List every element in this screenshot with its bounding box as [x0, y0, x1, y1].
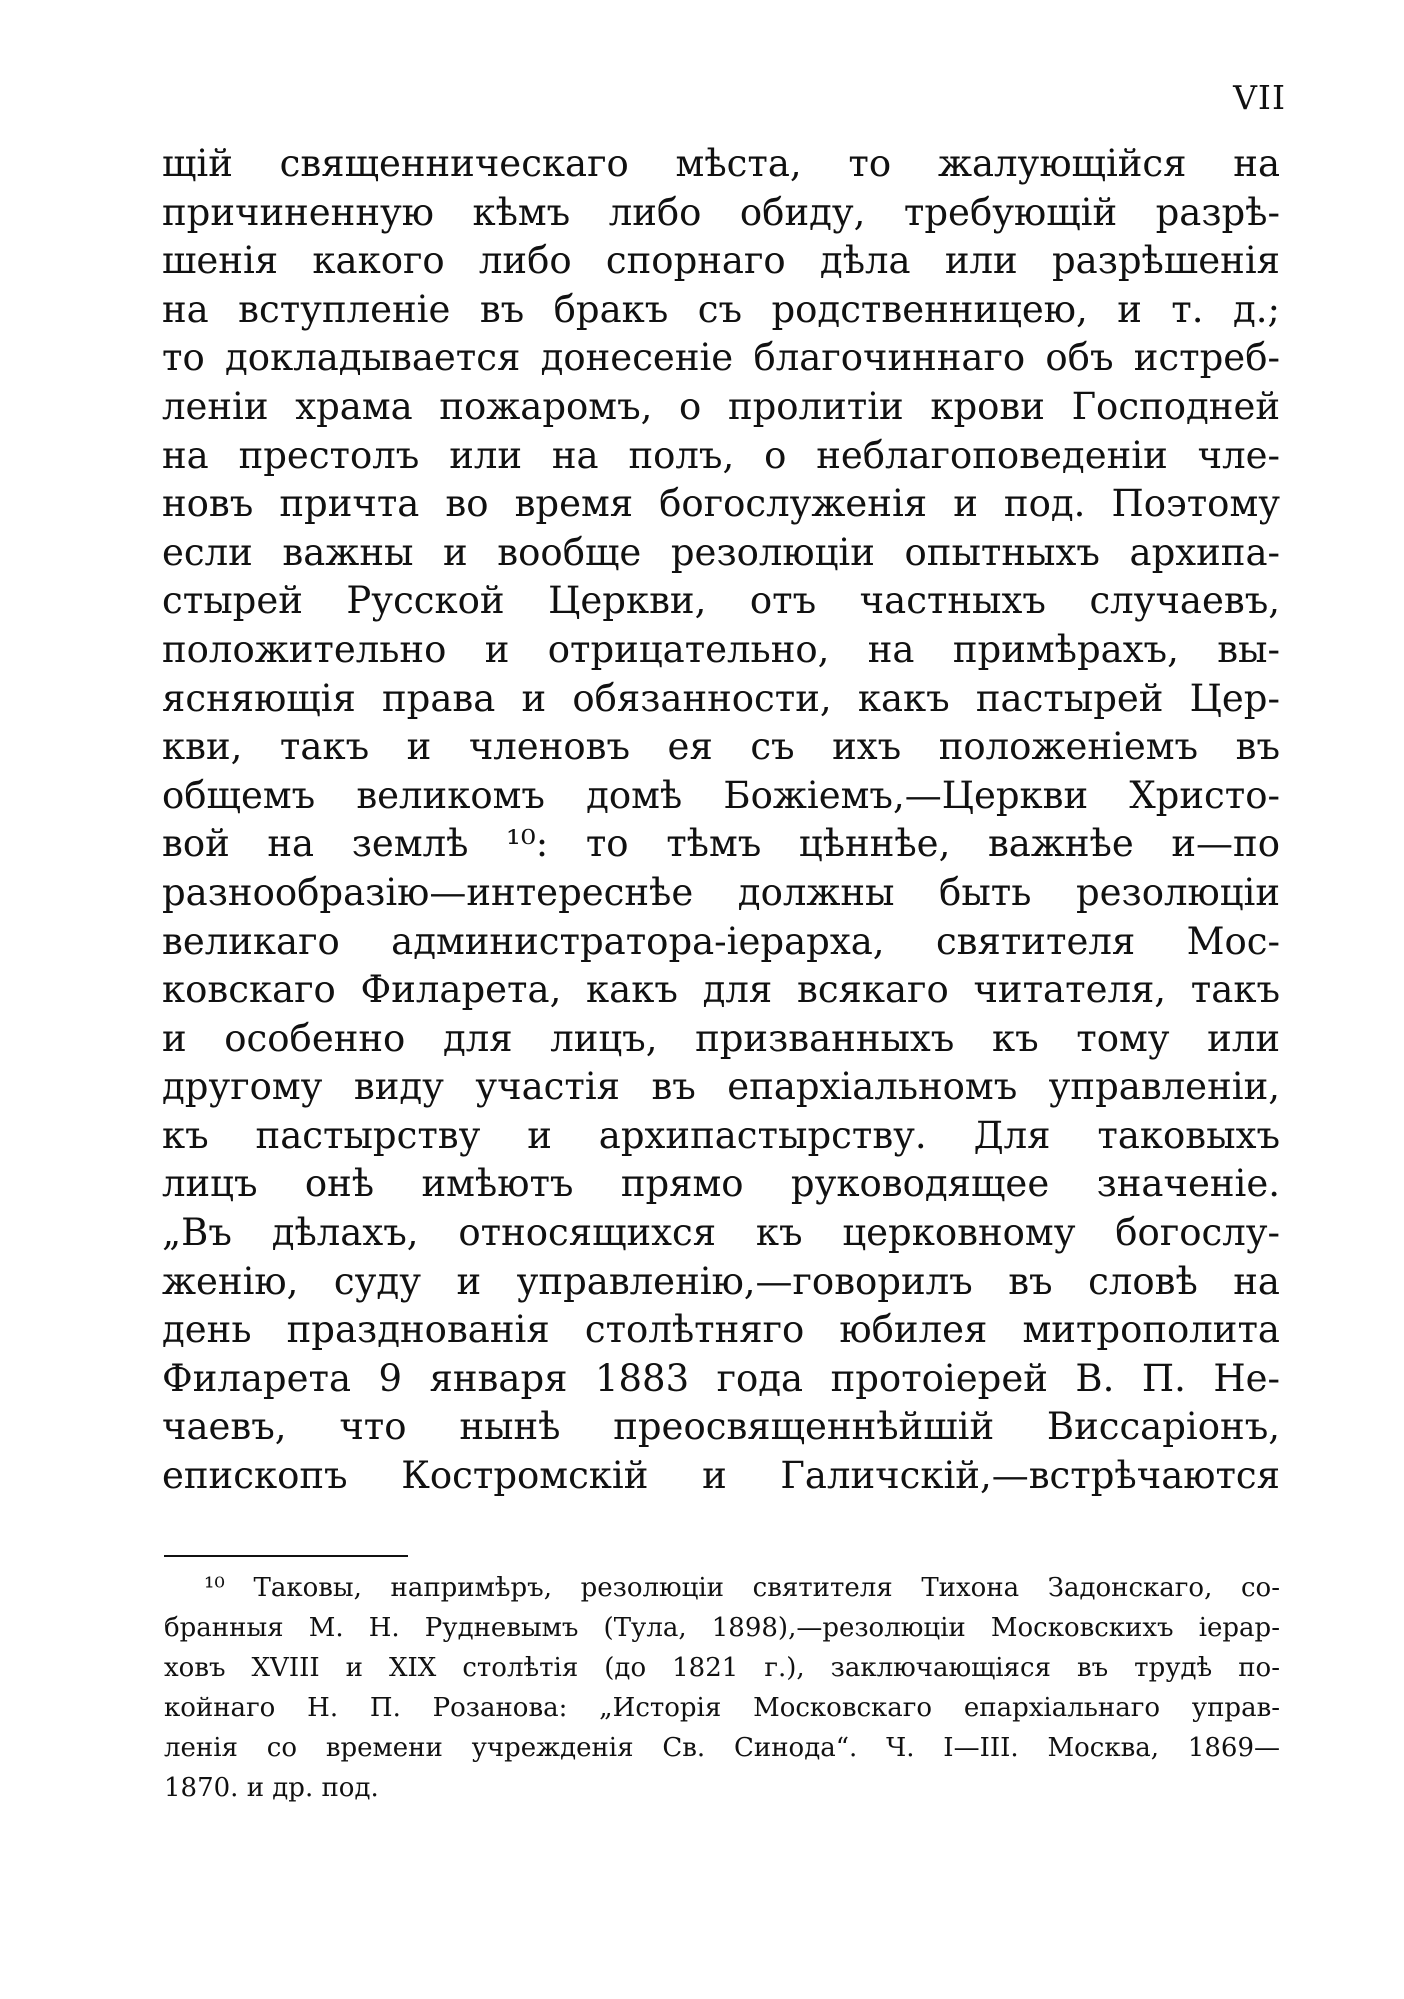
body-line: причиненную кѣмъ либо обиду, требующій разрѣ-	[162, 190, 1280, 234]
body-line: епископъ Костромскій и Галичскій,—встрѣчаются	[162, 1454, 1280, 1498]
footnote	[164, 1568, 1280, 1808]
body-line: къ пастырству и архипастырству. Для таковыхъ	[162, 1113, 1280, 1157]
body-line: чаевъ, что нынѣ преосвященнѣйшій Виссаріонъ,	[162, 1405, 1280, 1449]
footnote-divider	[164, 1555, 408, 1557]
body-line: шенія какого либо спорнаго дѣла или разрѣшенія	[162, 239, 1280, 283]
body-line: лицъ онѣ имѣютъ прямо руководящее значеніе.	[162, 1162, 1280, 1206]
body-line: великаго администратора-іерарха, святителя Мос-	[162, 919, 1280, 963]
body-line: день празднованія столѣтняго юбилея митрополита	[162, 1308, 1280, 1352]
body-line: ясняющія права и обязанности, какъ пастырей Цер-	[162, 676, 1280, 720]
body-line: ковскаго Филарета, какъ для всякаго читателя, такъ	[162, 968, 1280, 1012]
footnote-line: ¹⁰ Таковы, напримѣръ, резолюціи святителя Тихона Задонскаго, со-	[204, 1573, 1280, 1603]
footnote-line: ленія со времени учрежденія Св. Синода“. Ч. I—III. Москва, 1869—	[164, 1733, 1280, 1763]
footnote-line: койнаго Н. П. Розанова: „Исторія Московскаго епархіальнаго управ-	[164, 1693, 1280, 1723]
body-line: на вступленіе въ бракъ съ родственницею, и т. д.;	[162, 287, 1280, 331]
body-line: „Въ дѣлахъ, относящихся къ церковному богослу-	[162, 1211, 1280, 1255]
body-line: стырей Русской Церкви, отъ частныхъ случаевъ,	[162, 579, 1280, 623]
page-number: VII	[1233, 78, 1286, 117]
body-line: женію, суду и управленію,—говорилъ въ словѣ на	[162, 1259, 1280, 1303]
body-line: вой на землѣ ¹⁰: то тѣмъ цѣннѣе, важнѣе и—по	[162, 822, 1280, 866]
body-text	[162, 140, 1280, 1501]
body-line: положительно и отрицательно, на примѣрахъ, вы-	[162, 627, 1280, 671]
footnote-line: ховъ XVIII и XIX столѣтія (до 1821 г.), заключающіяся въ трудѣ по-	[164, 1653, 1280, 1683]
footnote-line: 1870. и др. под.	[164, 1773, 379, 1803]
footnote-line: бранныя М. Н. Рудневымъ (Тула, 1898),—резолюціи Московскихъ іерар-	[164, 1613, 1280, 1643]
body-line: если важны и вообще резолюціи опытныхъ архипа-	[162, 530, 1280, 574]
body-line: щій священническаго мѣста, то жалующійся на	[162, 142, 1280, 185]
body-line: на престолъ или на полъ, о неблагоповеденіи чле-	[162, 433, 1280, 477]
body-line: и особенно для лицъ, призванныхъ къ тому или	[162, 1016, 1280, 1060]
body-line: кви, такъ и членовъ ея съ ихъ положеніемъ въ	[162, 725, 1280, 769]
body-line: то докладывается донесеніе благочиннаго объ истреб-	[162, 336, 1280, 380]
body-line: леніи храма пожаромъ, о пролитіи крови Господней	[162, 384, 1280, 428]
body-line: другому виду участія въ епархіальномъ управленіи,	[162, 1065, 1280, 1109]
body-line: общемъ великомъ домѣ Божіемъ,—Церкви Христо-	[162, 773, 1280, 817]
body-line: разнообразію—интереснѣе должны быть резолюціи	[162, 870, 1280, 914]
body-line: новъ причта во время богослуженія и под. Поэтому	[162, 482, 1280, 526]
body-line: Филарета 9 января 1883 года протоіерей В. П. Не-	[162, 1356, 1280, 1400]
